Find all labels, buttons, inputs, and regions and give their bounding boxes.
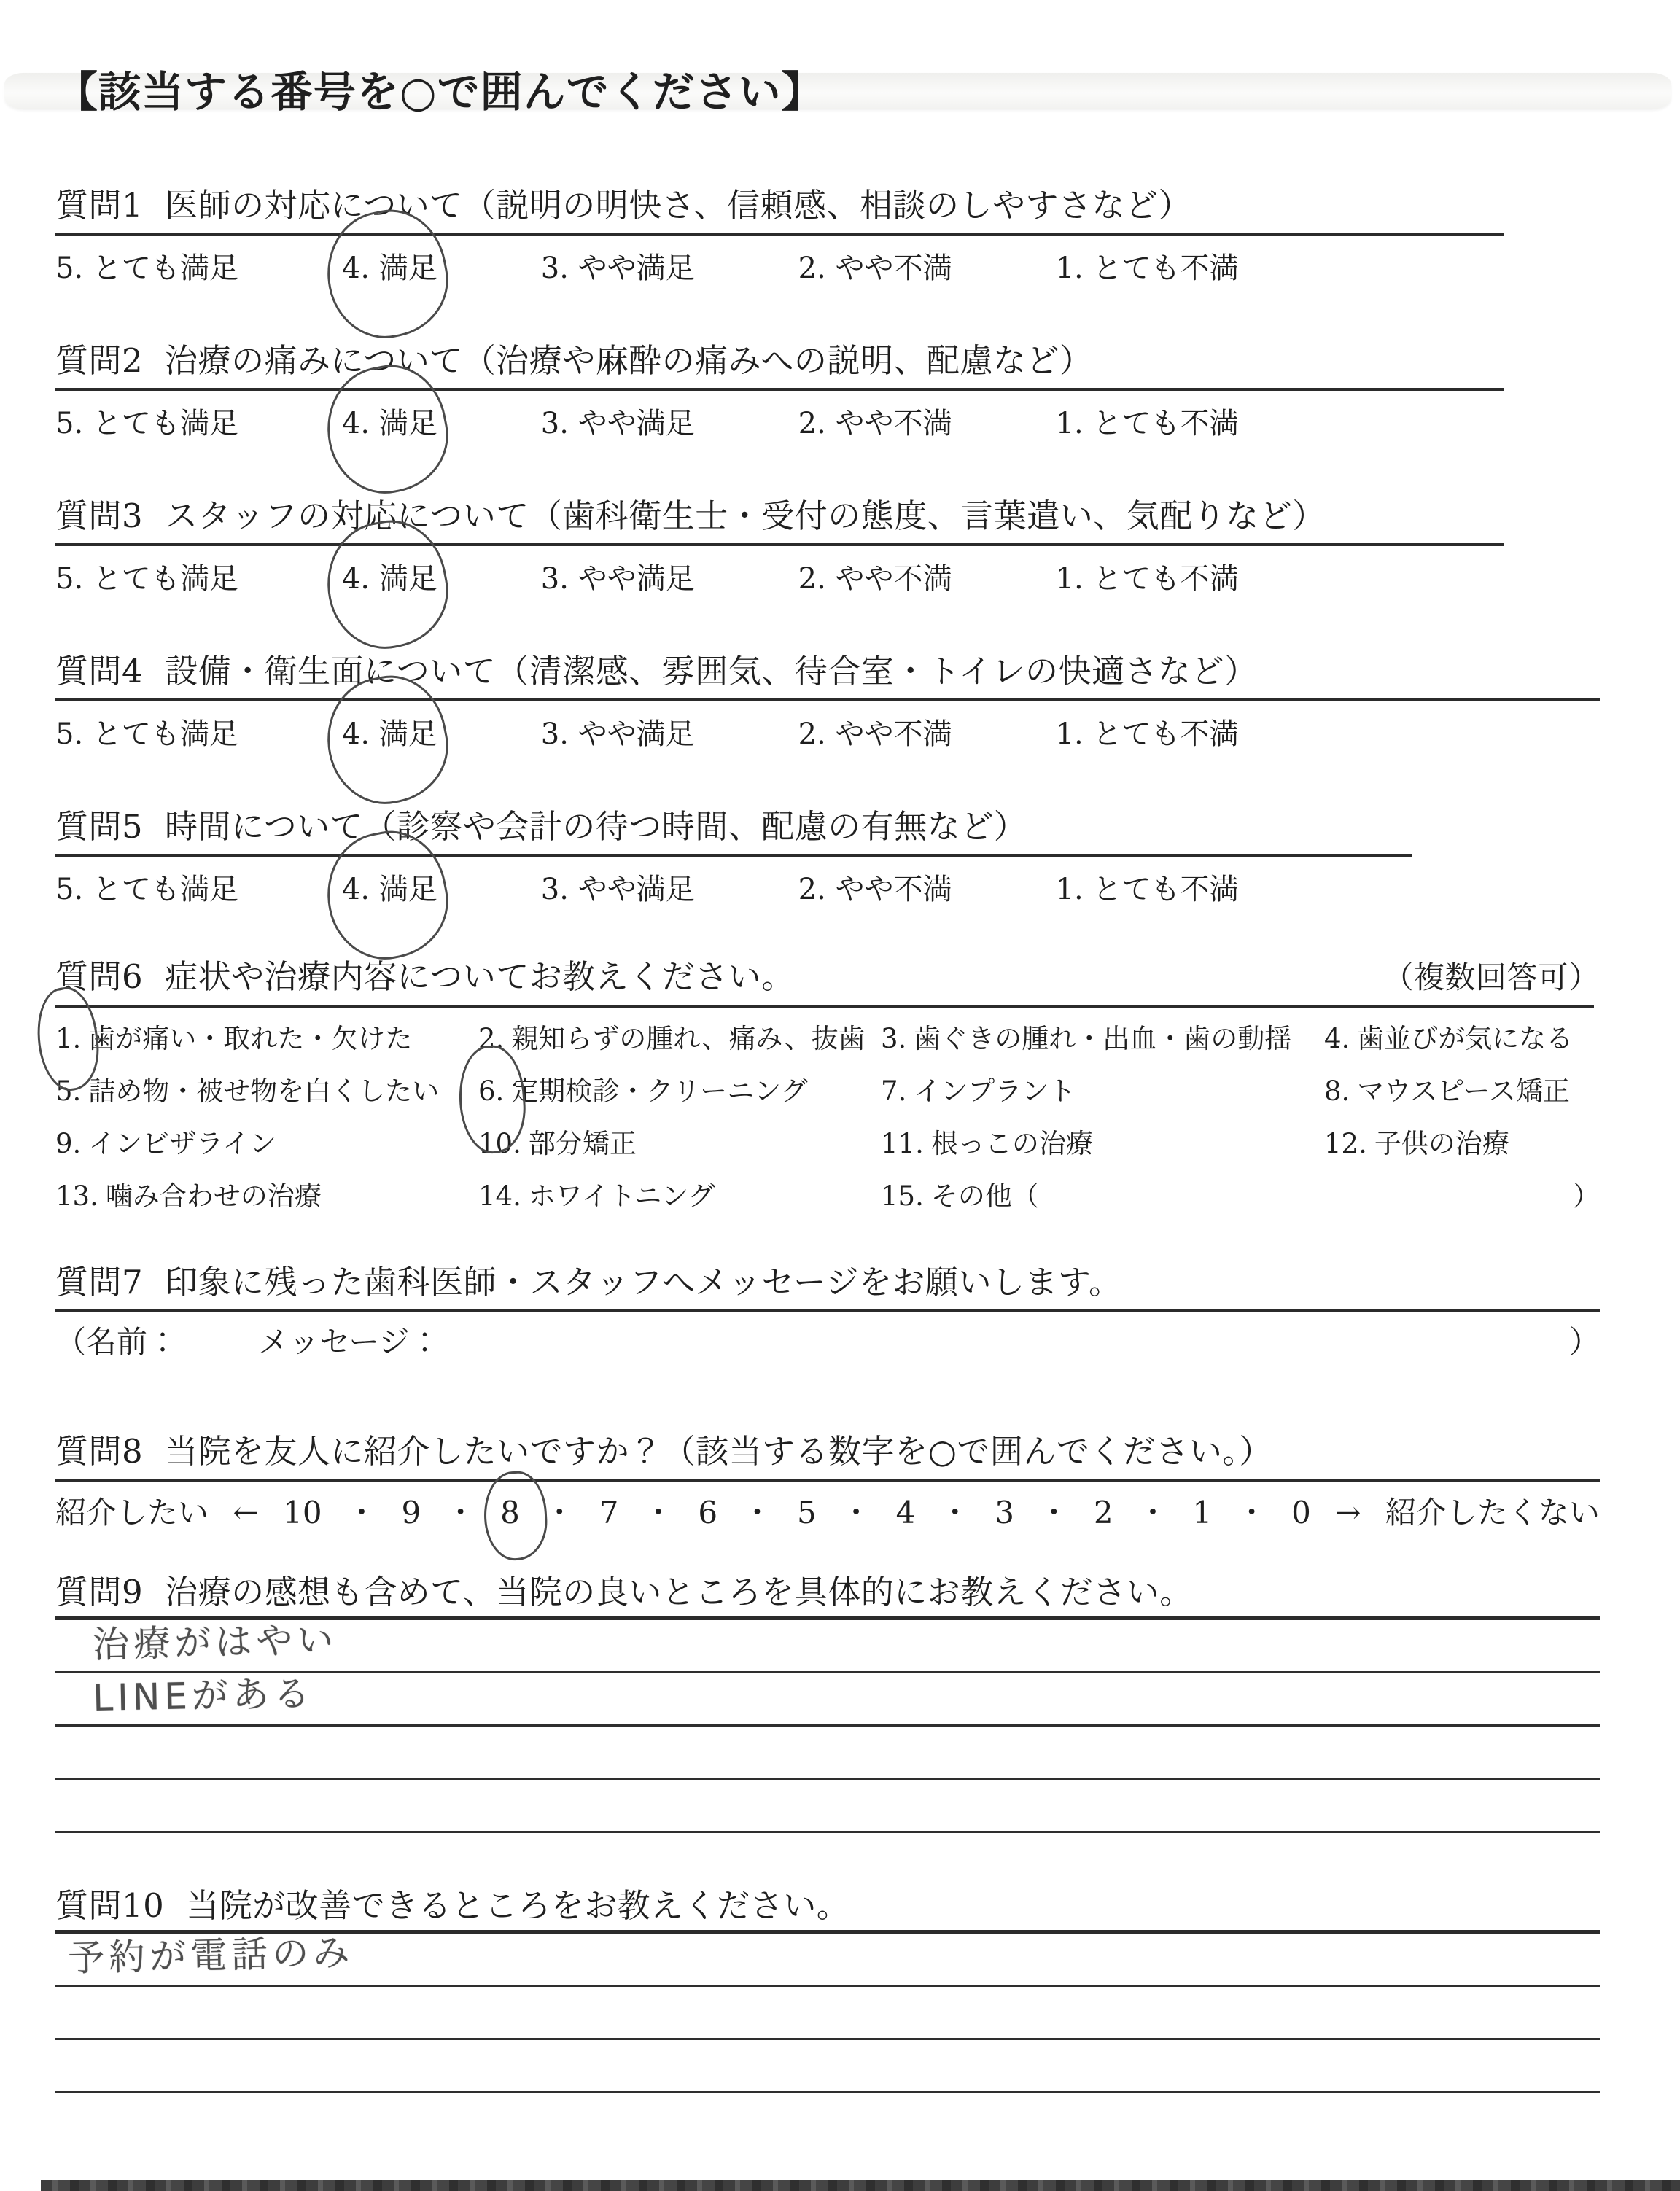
question-7-heading <box>55 1264 1600 1301</box>
q6-item-6-number-circled: 6. <box>478 1075 505 1107</box>
question-1-options <box>55 253 1600 284</box>
q4-option-2: 2. やや不満 <box>798 717 952 751</box>
q3-option-3: 3. やや満足 <box>540 561 695 596</box>
q10-handwritten-answer-1: 予約が電話のみ <box>67 1931 354 1980</box>
q6-item-4: 4. 歯並びが気になる <box>1324 1022 1574 1054</box>
q8-number-7: 7 <box>599 1494 619 1530</box>
form-instruction-title: 【該当する番号を○で囲んでください】 <box>55 67 825 117</box>
question-7-answer-line <box>55 1323 1600 1360</box>
question-2-options <box>55 408 1600 439</box>
q5-option-2: 2. やや不満 <box>798 872 952 906</box>
q6-item-11: 11. 根っこの治療 <box>881 1127 1093 1159</box>
question-6-multiple-answers-note: （複数回答可） <box>1382 959 1600 995</box>
question-6-rule <box>55 1005 1594 1008</box>
dot-separator: ・ <box>346 1494 377 1530</box>
question-2-heading <box>55 340 1600 380</box>
dot-separator: ・ <box>642 1494 674 1530</box>
question-5-label: 質問5 <box>55 806 144 846</box>
question-5-rule <box>55 854 1412 857</box>
question-9-section <box>55 1574 1600 1833</box>
question-3-options <box>55 561 1600 596</box>
question-2-topic: 治療の痛みについて（治療や麻酔の痛みへの説明、配慮など） <box>165 340 1093 380</box>
q5-option-5: 5. とても満足 <box>55 872 238 906</box>
q4-option-3: 3. やや満足 <box>540 717 695 751</box>
question-7-label: 質問7 <box>55 1262 144 1301</box>
q9-answer-line-3 <box>55 1727 1600 1780</box>
q2-option-1: 1. とても不満 <box>1055 406 1239 440</box>
q6-item-6: 6. 定期検診・クリーニング <box>478 1075 808 1107</box>
q10-answer-line-2 <box>55 1987 1600 2040</box>
question-1-section <box>55 187 1600 284</box>
question-2-rule <box>55 388 1504 391</box>
dot-separator: ・ <box>1038 1494 1070 1530</box>
q8-number-1: 1 <box>1192 1494 1213 1530</box>
question-6-topic: 症状や治療内容についてお教えください。 <box>165 957 795 996</box>
question-4-options <box>55 719 1600 750</box>
q4-option-4-circled: 4. 満足 <box>341 717 438 751</box>
question-6-heading <box>55 959 1600 996</box>
q5-option-1: 1. とても不満 <box>1055 872 1239 906</box>
q10-answer-line-3 <box>55 2040 1600 2093</box>
q6-item-12: 12. 子供の治療 <box>1324 1127 1509 1159</box>
question-4-section <box>55 653 1600 750</box>
q8-number-0: 0 <box>1291 1494 1311 1530</box>
question-1-heading <box>55 187 1600 224</box>
dot-separator: ・ <box>1236 1494 1267 1530</box>
question-8-section <box>55 1433 1600 1530</box>
q7-close-paren: ） <box>1568 1323 1600 1360</box>
right-arrow-icon: → <box>1335 1494 1361 1530</box>
question-9-topic: 治療の感想も含めて、当院の良いところを具体的にお教えください。 <box>165 1572 1193 1611</box>
question-10-heading <box>55 1885 1600 1925</box>
q8-number-6: 6 <box>698 1494 718 1530</box>
q6-item-3: 3. 歯ぐきの腫れ・出血・歯の動揺 <box>881 1022 1292 1054</box>
q3-option-5: 5. とても満足 <box>55 561 238 596</box>
q6-item-1: 1. 歯が痛い・取れた・欠けた <box>55 1022 413 1054</box>
q8-number-8-circled: 8 <box>500 1494 520 1530</box>
q3-option-4-circled: 4. 満足 <box>341 561 438 596</box>
q9-handwritten-answer-2: LINEがある <box>92 1672 315 1719</box>
question-2-section <box>55 340 1600 440</box>
question-7-rule <box>55 1309 1600 1312</box>
question-4-label: 質問4 <box>55 651 144 690</box>
q6-item-8: 8. マウスピース矯正 <box>1324 1075 1570 1107</box>
question-3-label: 質問3 <box>55 496 144 535</box>
q8-left-label: 紹介したい <box>55 1494 209 1530</box>
q2-option-4-circled: 4. 満足 <box>341 406 438 440</box>
question-3-topic: スタッフの対応について（歯科衛生士・受付の態度、言葉遣い、気配りなど） <box>165 496 1326 535</box>
q9-handwritten-answer-1: 治療がはやい <box>92 1618 338 1666</box>
q6-item-1-number-circled: 1. <box>55 1022 82 1054</box>
question-10-topic: 当院が改善できるところをお教えください。 <box>186 1885 850 1925</box>
q8-right-label: 紹介したくない <box>1385 1494 1600 1530</box>
question-8-nps-scale <box>55 1496 1600 1530</box>
question-9-label: 質問9 <box>55 1572 144 1611</box>
dot-separator: ・ <box>544 1494 575 1530</box>
question-1-rule <box>55 233 1504 236</box>
q5-option-3: 3. やや満足 <box>540 872 695 906</box>
q6-item-15-other: 15. その他（ <box>881 1180 1039 1212</box>
question-10-section <box>55 1885 1600 2093</box>
q9-answer-line-2 <box>55 1673 1600 1727</box>
scanned-paper-bottom-edge <box>41 2180 1680 2191</box>
q1-option-4-circled: 4. 満足 <box>341 251 438 285</box>
question-7-section <box>55 1264 1600 1359</box>
question-5-heading <box>55 806 1600 846</box>
question-4-topic: 設備・衛生面について（清潔感、雰囲気、待合室・トイレの快適さなど） <box>165 651 1258 690</box>
q1-option-1: 1. とても不満 <box>1055 251 1239 285</box>
q7-message-label: メッセージ： <box>258 1323 440 1360</box>
question-1-label: 質問1 <box>55 185 144 225</box>
q6-item-9: 9. インビザライン <box>55 1127 277 1159</box>
question-8-heading <box>55 1433 1600 1470</box>
q9-answer-line-4 <box>55 1780 1600 1833</box>
dot-separator: ・ <box>1137 1494 1168 1530</box>
dot-separator: ・ <box>445 1494 476 1530</box>
question-6-section <box>55 959 1600 1213</box>
question-10-label: 質問10 <box>55 1885 165 1925</box>
q10-answer-line-1 <box>55 1931 1600 1987</box>
q6-item-7: 7. インプラント <box>881 1075 1076 1107</box>
question-3-heading <box>55 498 1600 534</box>
q6-item-14: 14. ホワイトニング <box>478 1180 715 1212</box>
q8-number-3: 3 <box>995 1494 1014 1530</box>
q5-option-4-circled: 4. 満足 <box>341 872 438 906</box>
q7-name-label: （名前： <box>55 1323 179 1360</box>
question-5-topic: 時間について（診察や会計の待つ時間、配慮の有無など） <box>165 806 1027 846</box>
q2-option-3: 3. やや満足 <box>540 406 695 440</box>
left-arrow-icon: ← <box>233 1494 259 1530</box>
q4-option-5: 5. とても満足 <box>55 717 238 751</box>
q8-number-2: 2 <box>1093 1494 1113 1530</box>
q6-item-13: 13. 噛み合わせの治療 <box>55 1180 322 1212</box>
q3-option-1: 1. とても不満 <box>1055 561 1239 596</box>
q8-number-5: 5 <box>796 1494 817 1530</box>
question-2-label: 質問2 <box>55 340 144 380</box>
q1-option-3: 3. やや満足 <box>540 251 695 285</box>
q3-option-2: 2. やや不満 <box>798 561 952 596</box>
question-6-label: 質問6 <box>55 957 144 996</box>
question-3-section <box>55 498 1600 594</box>
q8-number-4: 4 <box>895 1494 916 1530</box>
dot-separator: ・ <box>939 1494 971 1530</box>
q2-option-2: 2. やや不満 <box>798 406 952 440</box>
question-9-heading <box>55 1574 1600 1611</box>
question-7-topic: 印象に残った歯科医師・スタッフへメッセージをお願いします。 <box>165 1262 1122 1301</box>
q4-option-1: 1. とても不満 <box>1055 717 1239 751</box>
question-1-topic: 医師の対応について（説明の明快さ、信頼感、相談のしやすさなど） <box>165 185 1191 225</box>
q6-item-10: 10. 部分矯正 <box>478 1127 637 1159</box>
q2-option-5: 5. とても満足 <box>55 406 238 440</box>
question-5-section <box>55 806 1600 906</box>
dot-separator: ・ <box>742 1494 773 1530</box>
q1-option-5: 5. とても満足 <box>55 251 238 285</box>
question-3-rule <box>55 543 1504 546</box>
question-6-choices <box>55 1022 1600 1213</box>
q8-number-9: 9 <box>401 1494 421 1530</box>
question-4-heading <box>55 653 1600 690</box>
q6-item-5: 5. 詰め物・被せ物を白くしたい <box>55 1075 440 1107</box>
question-8-label: 質問8 <box>55 1431 144 1471</box>
q6-item-2: 2. 親知らずの腫れ、痛み、抜歯 <box>478 1022 866 1054</box>
q8-number-10: 10 <box>283 1494 322 1530</box>
dot-separator: ・ <box>841 1494 872 1530</box>
survey-form <box>0 67 1680 2093</box>
question-8-topic: 当院を友人に紹介したいですか？（該当する数字を○で囲んでください。） <box>165 1431 1272 1471</box>
question-8-rule <box>55 1479 1600 1482</box>
question-4-rule <box>55 698 1600 701</box>
q6-other-close-paren: ） <box>1573 1180 1600 1212</box>
q1-option-2: 2. やや不満 <box>798 251 952 285</box>
question-5-options <box>55 874 1600 905</box>
